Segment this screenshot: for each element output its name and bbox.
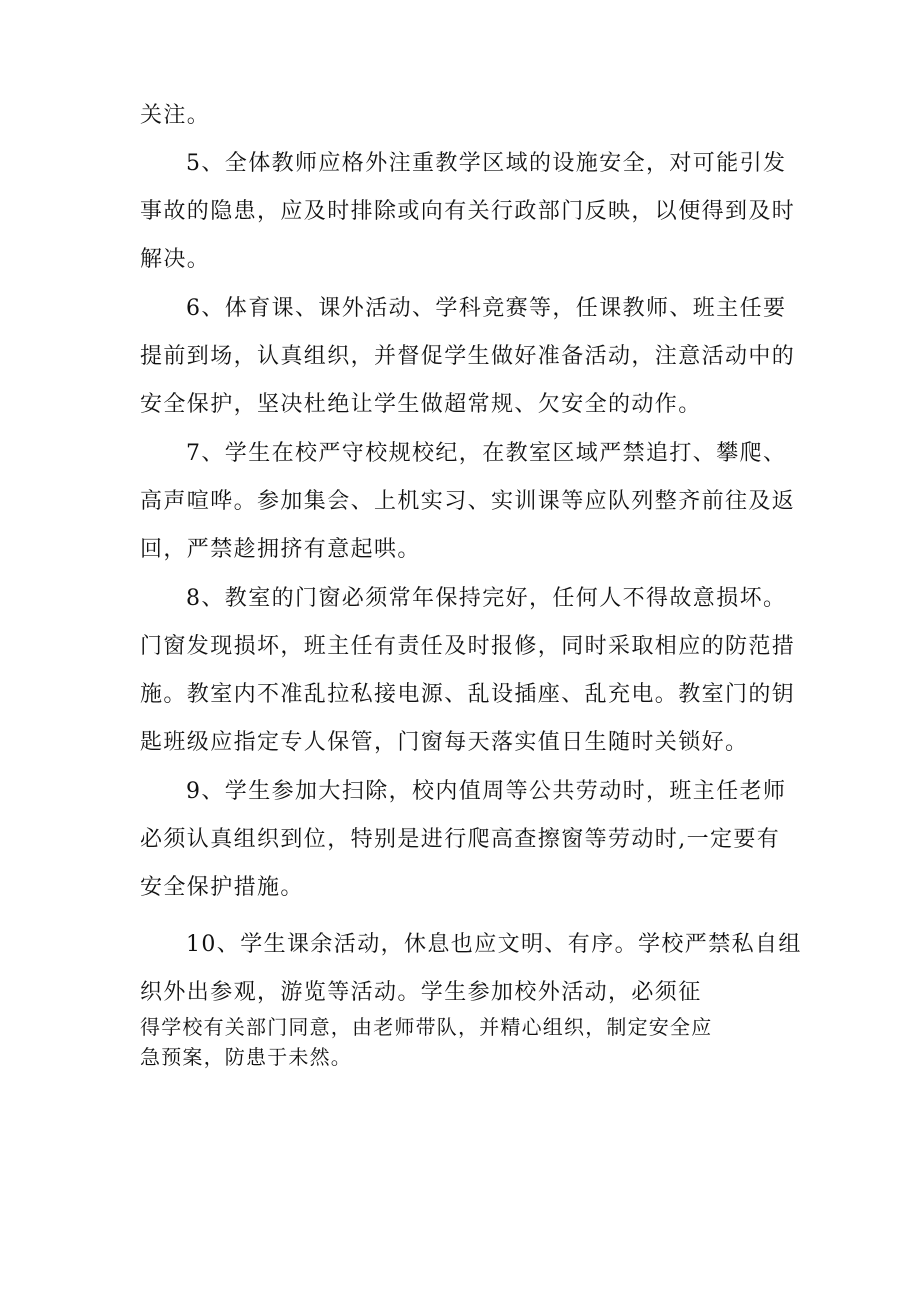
paragraph-5-line-1: 5、全体教师应格外注重教学区域的设施安全，对可能引发 xyxy=(186,151,787,176)
paragraph-5-line-3: 解决。 xyxy=(140,247,211,272)
paragraph-6-line-3: 安全保护，坚决杜绝让学生做超常规、欠安全的动作。 xyxy=(140,392,702,417)
paragraph-8-line-1: 8、教室的门窗必须常年保持完好，任何人不得故意损坏。 xyxy=(186,586,787,611)
paragraph-9-line-3: 安全保护措施。 xyxy=(140,875,304,900)
paragraph-8-line-2: 门窗发现损坏，班主任有责任及时报修，同时采取相应的防范措 xyxy=(140,634,796,659)
paragraph-5-line-2: 事故的隐患，应及时排除或向有关行政部门反映，以便得到及时 xyxy=(140,199,796,224)
paragraph-7-line-2: 高声喧哗。参加集会、上机实习、实训课等应队列整齐前往及返 xyxy=(140,489,796,514)
paragraph-10-line-3: 得学校有关部门同意，由老师带队，并精心组织，制定安全应 xyxy=(140,1015,713,1039)
paragraph-10-line-4: 急预案，防患于未然。 xyxy=(140,1045,352,1069)
paragraph-10-line-2: 织外出参观，游览等活动。学生参加校外活动，必须征 xyxy=(140,980,702,1005)
paragraph-6-line-1: 6、体育课、课外活动、学科竞赛等，任课教师、班主任要 xyxy=(186,296,787,321)
paragraph-8-line-4: 匙班级应指定专人保管，门窗每天落实值日生随时关锁好。 xyxy=(140,730,749,755)
paragraph-7-line-3: 回，严禁趁拥挤有意起哄。 xyxy=(140,537,421,562)
paragraph-9-line-1: 9、学生参加大扫除，校内值周等公共劳动时，班主任老师 xyxy=(186,779,787,804)
paragraph-9-line-2: 必须认真组织到位，特别是进行爬高查擦窗等劳动时,一定要有 xyxy=(140,827,781,852)
paragraph-8-line-3: 施。教室内不准乱拉私接电源、乱设插座、乱充电。教室门的钥 xyxy=(140,682,796,707)
paragraph-7-line-1: 7、学生在校严守校规校纪，在教室区域严禁追打、攀爬、 xyxy=(186,441,787,466)
text-line: 关注。 xyxy=(140,103,211,128)
paragraph-10-line-1: 10、学生课余活动，休息也应文明、有序。学校严禁私自组 xyxy=(186,932,802,957)
paragraph-6-line-2: 提前到场，认真组织，并督促学生做好准备活动，注意活动中的 xyxy=(140,344,796,369)
